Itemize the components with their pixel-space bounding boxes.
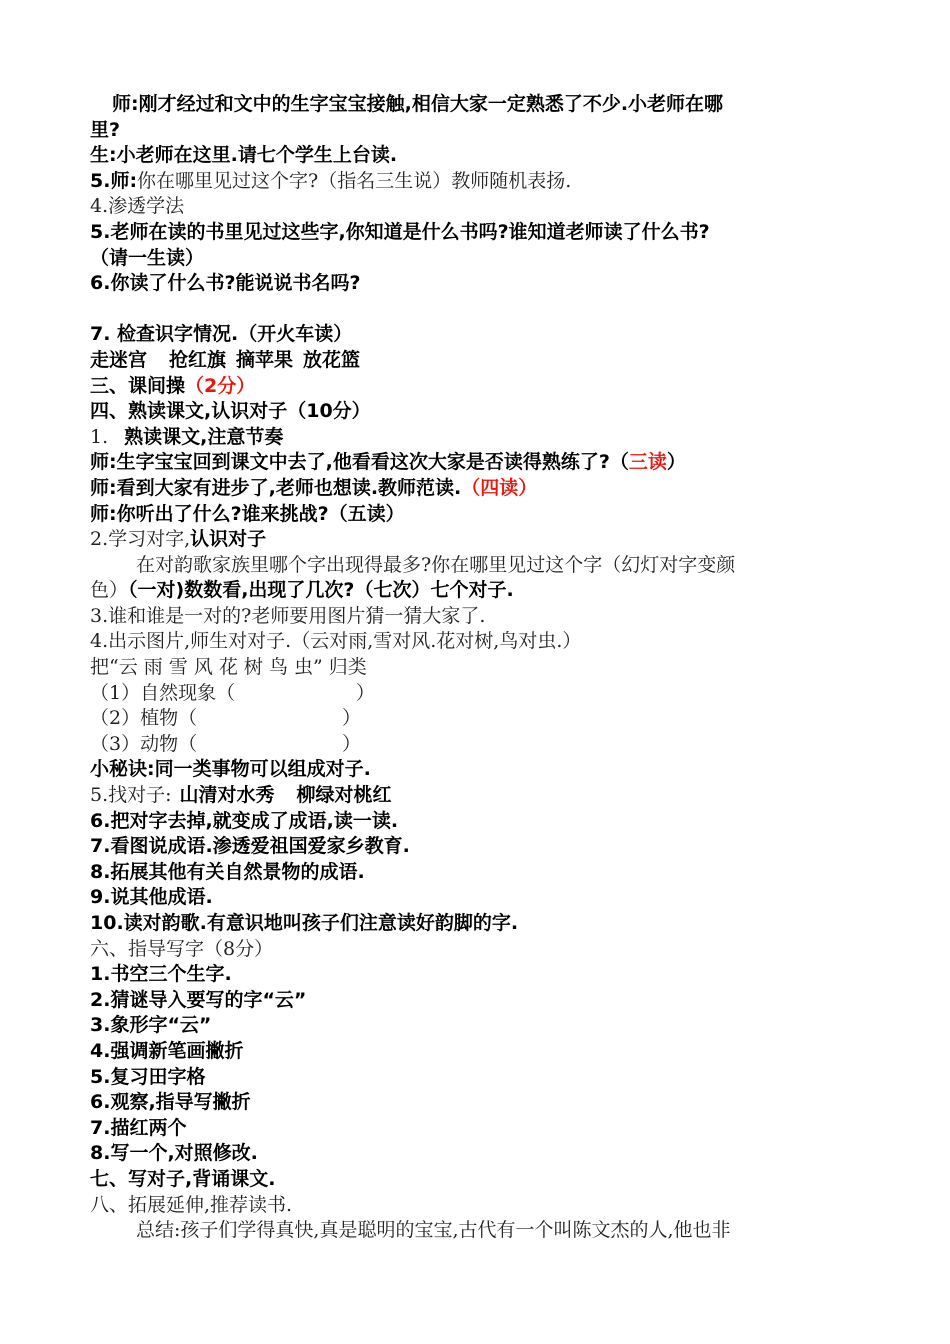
line-text: ）	[666, 451, 686, 474]
text-line: （请一生读）	[90, 246, 205, 269]
text-line: 4.出示图片,师生对对子.（云对雨,雪对风.花对树,鸟对虫.）	[90, 630, 582, 653]
text-line: 7.看图说成语.渗透爱祖国爱家乡教育.	[90, 835, 410, 858]
classify-item: （2）植物（ ）	[90, 707, 362, 730]
text-line: 6.把对字去掉,就变成了成语,读一读.	[90, 809, 399, 832]
step-label: 1.	[90, 425, 109, 448]
text-line: 师:你听出了什么?谁来挑战?（五读）	[90, 502, 405, 525]
text-line	[90, 169, 870, 195]
text-line: 8.拓展其他有关自然景物的成语.	[90, 860, 365, 883]
text-line: 2.猜谜导入要写的字“云”	[90, 988, 307, 1011]
game-item: 抢红旗	[169, 348, 227, 371]
line-text: 师:看到大家有进步了,老师也想读.教师范读.	[90, 476, 462, 499]
text-line: 4.渗透学法	[90, 195, 185, 218]
line-text: 色）	[90, 579, 129, 602]
section-heading: 四、熟读课文,认识对子（10分）	[90, 400, 371, 423]
text-line: 8.写一个,对照修改.	[90, 1142, 258, 1165]
text-line	[90, 425, 870, 451]
text-line	[90, 348, 870, 374]
step-label: 5.师:	[90, 169, 138, 192]
text-line	[90, 578, 870, 604]
text-line: 10.读对韵歌.有意识地叫孩子们注意读好韵脚的字.	[90, 912, 519, 934]
line-text: （一对)数数看,出现了几次?（七次）七个对子.	[128, 579, 514, 602]
text-line	[90, 783, 870, 809]
text-line	[90, 527, 870, 553]
line-text: 师:生字宝宝回到课文中去了,他看看这次大家是否读得熟练了?（	[90, 451, 629, 474]
text-line: 3.象形字“云”	[90, 1014, 212, 1037]
text-line: 生:小老师在这里.请七个学生上台读.	[90, 144, 398, 167]
text-line: 总结:孩子们学得真快,真是聪明的宝宝,古代有一个叫陈文杰的人,他也非	[136, 1219, 731, 1242]
text-line: 7. 检查识字情况.（开火车读）	[90, 323, 353, 346]
step-text: 认识对子	[190, 528, 267, 551]
text-line: 3.谁和谁是一对的?老师要用图片猜一猜大家了.	[90, 604, 486, 627]
step-label: 5.找对子:	[90, 784, 172, 807]
section-heading: 六、指导写字（8分）	[90, 937, 274, 960]
section-heading: 八、拓展延伸,推荐读书.	[90, 1193, 293, 1216]
text-line: 6.你读了什么书?能说说书名吗?	[90, 272, 361, 295]
section-heading: 七、写对子,背诵课文.	[90, 1167, 276, 1190]
read-count-note: 三读	[628, 451, 667, 474]
step-text: 你在哪里见过这个字?（指名三生说）教师随机表扬.	[137, 169, 572, 192]
text-line: 里?	[90, 118, 121, 141]
blank-line	[90, 297, 870, 323]
heading-text: 三、课间操	[90, 374, 186, 397]
text-line: 9.说其他成语.	[90, 886, 213, 909]
document-page	[90, 92, 870, 1244]
section-heading	[90, 374, 870, 400]
text-line: 6.观察,指导写撇折	[90, 1091, 251, 1114]
score-note: （2分）	[185, 374, 256, 397]
text-line: 1.书空三个生字.	[90, 963, 232, 986]
text-line: 5.复习田字格	[90, 1065, 206, 1088]
text-line	[90, 476, 870, 502]
text-line: 4.强调新笔画撇折	[90, 1039, 244, 1062]
read-count-note: （四读）	[461, 476, 538, 499]
step-text: 熟读课文,注意节奏	[124, 425, 284, 448]
text-line: 把“云 雨 雪 风 花 树 鸟 虫” 归类	[90, 656, 367, 679]
text-line: 5.老师在读的书里见过这些字,你知道是什么书吗?谁知道老师读了什么书?	[90, 220, 710, 243]
text-line: 师:刚才经过和文中的生字宝宝接触,相信大家一定熟悉了不少.小老师在哪	[112, 93, 724, 115]
text-line: 7.描红两个	[90, 1116, 187, 1139]
text-line: 小秘诀:同一类事物可以组成对子.	[90, 758, 371, 781]
classify-item: （3）动物（ ）	[90, 732, 362, 755]
step-label: 2.学习对字,	[90, 528, 191, 551]
text-line	[90, 450, 870, 476]
classify-item: （1）自然现象（ ）	[90, 681, 375, 704]
game-item: 放花篮	[303, 348, 361, 371]
couplet-example: 柳绿对桃红	[296, 784, 392, 807]
couplet-example: 山清对水秀	[179, 784, 275, 807]
game-item: 走迷宫	[90, 348, 148, 371]
text-line: 在对韵歌家族里哪个字出现得最多?你在哪里见过这个字（幻灯对字变颜	[136, 553, 736, 576]
game-item: 摘苹果	[236, 348, 294, 371]
